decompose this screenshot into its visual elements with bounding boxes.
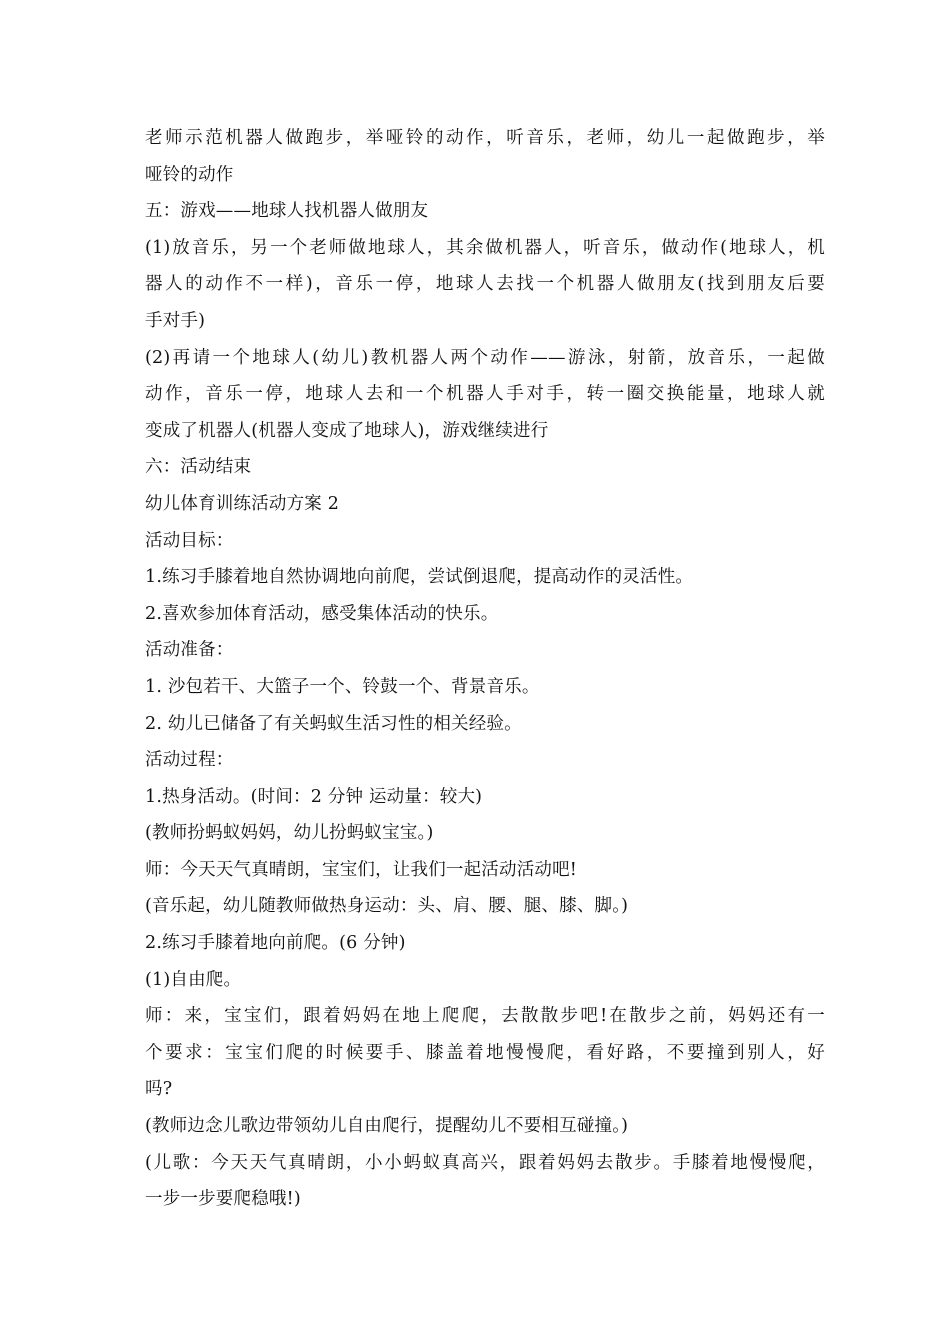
text-line: (1)放音乐，另一个老师做地球人，其余做机器人，听音乐，做动作(地球人，机 [145, 237, 825, 258]
text-line: 变成了机器人(机器人变成了地球人)，游戏继续进行 [145, 420, 549, 441]
section-heading: 活动目标： [145, 530, 234, 551]
text-line: 1.练习手膝着地自然协调地向前爬，尝试倒退爬，提高动作的灵活性。 [145, 567, 694, 588]
text-line: 个要求：宝宝们爬的时候要手、膝盖着地慢慢爬，看好路，不要撞到别人，好 [145, 1042, 825, 1063]
section-heading: 五：游戏——地球人找机器人做朋友 [145, 201, 429, 222]
text-line: (2)再请一个地球人(幼儿)教机器人两个动作——游泳，射箭，放音乐，一起做 [145, 347, 825, 368]
text-line: 一步一步要爬稳哦!) [145, 1189, 301, 1210]
text-line: (教师边念儿歌边带领幼儿自由爬行，提醒幼儿不要相互碰撞。) [145, 1116, 629, 1137]
section-heading: 活动过程： [145, 750, 234, 771]
text-line: 2.喜欢参加体育活动，感受集体活动的快乐。 [145, 603, 499, 624]
section-heading: 六：活动结束 [145, 457, 252, 478]
text-line: 手对手) [145, 310, 206, 331]
section-heading: 活动准备： [145, 640, 234, 661]
text-line: 动作，音乐一停，地球人去和一个机器人手对手，转一圈交换能量，地球人就 [145, 384, 825, 405]
text-line: 哑铃的动作 [145, 164, 234, 185]
text-line: 2.练习手膝着地向前爬。(6 分钟) [145, 933, 406, 954]
text-line: 老师示范机器人做跑步，举哑铃的动作，听音乐，老师，幼儿一起做跑步，举 [145, 128, 825, 148]
document-title: 幼儿体育训练活动方案 2 [145, 493, 340, 514]
text-line: (教师扮蚂蚁妈妈，幼儿扮蚂蚁宝宝。) [145, 823, 434, 844]
text-line: 1. 沙包若干、大篮子一个、铃鼓一个、背景音乐。 [145, 676, 540, 697]
text-line: 师：今天天气真晴朗，宝宝们，让我们一起活动活动吧! [145, 859, 578, 880]
text-line: 吗? [145, 1079, 173, 1100]
text-line: 师：来，宝宝们，跟着妈妈在地上爬爬，去散散步吧!在散步之前，妈妈还有一 [145, 1006, 825, 1027]
text-line: 器人的动作不一样)，音乐一停，地球人去找一个机器人做朋友(找到朋友后要 [145, 274, 825, 295]
text-line: (儿歌：今天天气真晴朗，小小蚂蚁真高兴，跟着妈妈去散步。手膝着地慢慢爬， [145, 1152, 825, 1173]
text-line: 2. 幼儿已储备了有关蚂蚁生活习性的相关经验。 [145, 713, 522, 734]
text-line: 1.热身活动。(时间：2 分钟 运动量：较大) [145, 786, 483, 807]
document-body [145, 120, 825, 1218]
text-line: (音乐起，幼儿随教师做热身运动：头、肩、腰、腿、膝、脚。) [145, 896, 629, 917]
text-line: (1)自由爬。 [145, 969, 242, 990]
